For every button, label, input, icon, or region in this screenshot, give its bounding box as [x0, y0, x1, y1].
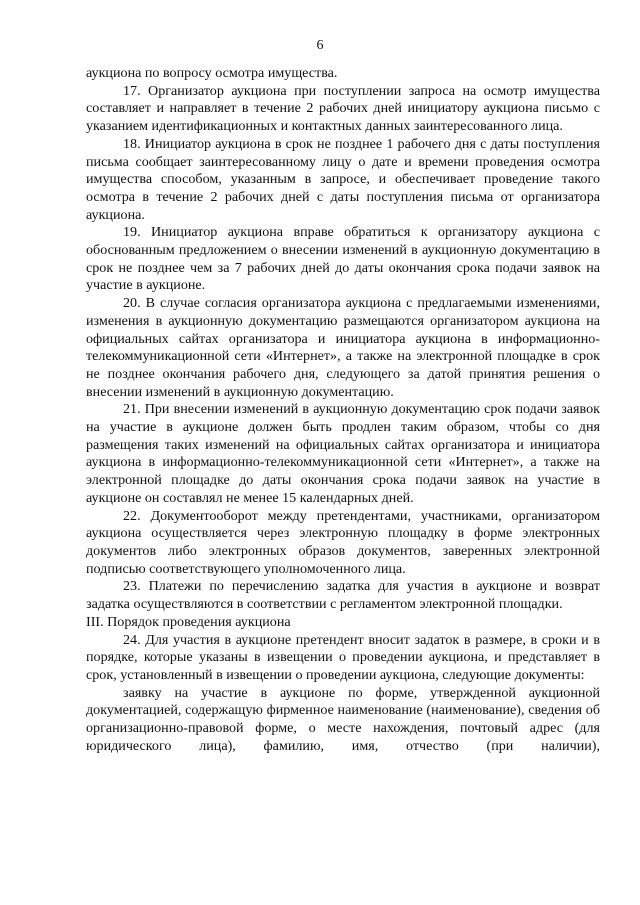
paragraph-23: 23. Платежи по перечислению задатка для участия в аукционе и возврат задатка осуществляются в соответствии с регламентом электронной площадки. — [86, 578, 600, 613]
document-body — [86, 65, 600, 755]
paragraph-24: 24. Для участия в аукционе претендент вносит задаток в размере, в сроки и в порядке, которые указаны в извещении о проведении аукциона, и представляет в срок, установленный в извещении о проведении аукциона, следующие документы: — [86, 631, 600, 683]
paragraph-continuation: аукциона по вопросу осмотра имущества. — [86, 65, 338, 81]
paragraph-21: 21. При внесении изменений в аукционную документацию срок подачи заявок на участие в аукционе должен быть продлен таким образом, чтобы со дня размещения таких изменений на официальных сайтах организатора и инициатора аукциона в информационно-телекоммуникационной сети «Интернет», а также на электронной площадке до даты окончания срока подачи заявок на участие в аукционе он составлял не менее 15 календарных дней. — [86, 401, 600, 506]
section-heading: III. Порядок проведения аукциона — [86, 613, 291, 630]
paragraph-20: 20. В случае согласия организатора аукциона с предлагаемыми изменениями, изменения в аукционную документацию размещаются организатором аукциона на официальных сайтах организатора и инициатора аукциона в информационно-телекоммуникационной сети «Интернет», а также на электронной площадке в срок не позднее окончания рабочего дня, следующего за датой принятия решения о внесении изменений в аукционную документацию. — [86, 295, 600, 400]
page-number: 6 — [316, 38, 324, 53]
paragraph-application-requirements: заявку на участие в аукционе по форме, утвержденной аукционной документацией, содержащую фирменное наименование (наименование), сведения об организационно-правовой форме, о месте нахождения, почтовый адрес (для юридического лица), фамилию, имя, отчество (при наличии), — [86, 684, 600, 754]
paragraph-17: 17. Организатор аукциона при поступлении запроса на осмотр имущества составляет и направляет в течение 2 рабочих дней инициатору аукциона письмо с указанием идентификационных и контактных данных заинтересованного лица. — [86, 82, 600, 135]
paragraph-18: 18. Инициатор аукциона в срок не позднее 1 рабочего дня с даты поступления письма сообщает заинтересованному лицу о дате и времени проведения осмотра имущества способом, указанным в запросе, и обеспечивает проведение такого осмотра в течение 2 рабочих дней с даты поступления письма от организатора аукциона. — [86, 135, 600, 223]
paragraph-22: 22. Документооборот между претендентами, участниками, организатором аукциона осуществляется через электронную площадку в форме электронных документов либо электронных образов документов, заверенных электронной подписью соответствующего уполномоченного лица. — [86, 507, 600, 577]
paragraph-19: 19. Инициатор аукциона вправе обратиться к организатору аукциона с обоснованным предложением о внесении изменений в аукционную документацию в срок не позднее чем за 7 рабочих дней до даты окончания срока подачи заявок на участие в аукционе. — [86, 224, 600, 294]
